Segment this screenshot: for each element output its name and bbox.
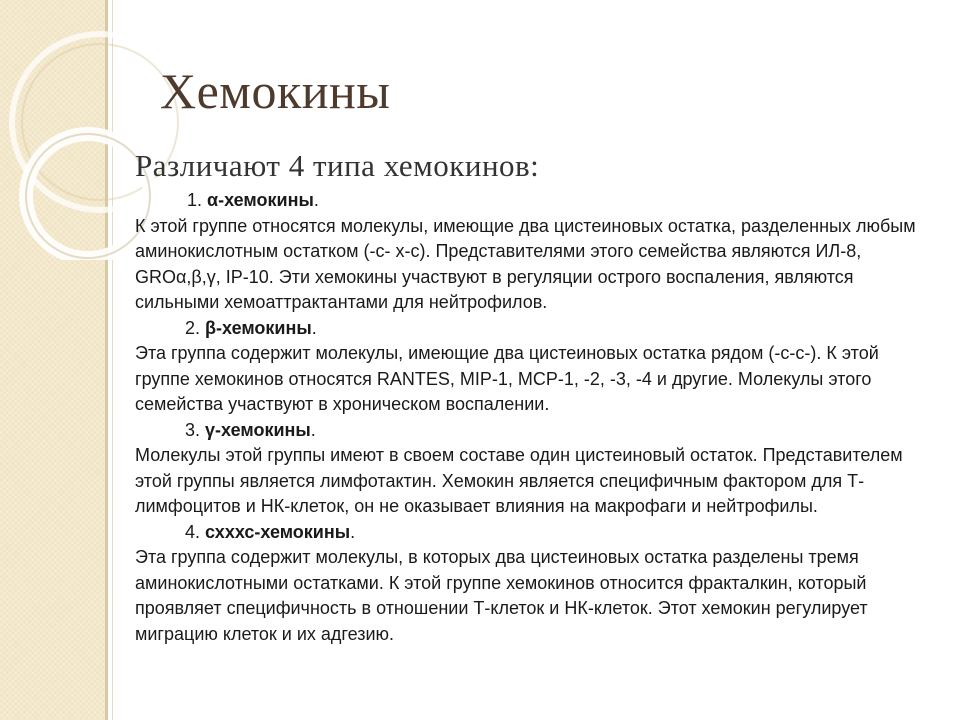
item-text-1: К этой группе относятся молекулы, имеющие два цистеиновых остатка, разделенных любым аминокислотным остатком (-с- х-с). Представителями этого семейства являются ИЛ-8, GROα,β,γ, IP-10. Эти хемокины участвуют в регуляции острого воспаления, являются сильными хемоаттрактантами для нейтрофилов. (135, 215, 916, 312)
item-text-3: Молекулы этой группы имеют в своем составе один цистеиновый остаток. Представителем этой группы является лимфотактин. Хемокин является специфичным фактором для Т-лимфоцитов и НК-клеток, он не оказывает влияния на макрофаги и нейтрофилы. (135, 445, 903, 516)
item-text-2: Эта группа содержит молекулы, имеющие два цистеиновых остатка рядом (-с-с-). К этой группе хемокинов относятся RANTES, MIP-1, MCP-1, -2, -3, -4 и другие. Молекулы этого семейства участвуют в хроническом воспалении. (135, 343, 879, 414)
item-heading-1: 1. α-хемокины. (187, 190, 319, 210)
slide-subtitle: Различают 4 типа хемокинов: (135, 148, 540, 183)
item-heading-4: 4. схххс-хемокины. (185, 521, 356, 542)
slide-body (135, 148, 925, 647)
item-name: β-хемокины (205, 317, 312, 338)
item-name: α-хемокины (207, 190, 314, 210)
item-heading-2: 2. β-хемокины. (185, 317, 317, 338)
item-name: схххс-хемокины (205, 521, 351, 542)
slide-title: Хемокины (160, 63, 391, 119)
item-text-4: Эта группа содержит молекулы, в которых два цистеиновых остатка разделены тремя аминокислотными остатками. К этой группе хемокинов относится фракталкин, который проявляет специфичность в отношении Т-клеток и НК-клеток. Этот хемокин регулирует миграцию клеток и их адгезию. (135, 547, 868, 644)
item-heading-3: 3. γ-хемокины. (185, 419, 316, 440)
item-name: γ-хемокины (205, 419, 311, 440)
